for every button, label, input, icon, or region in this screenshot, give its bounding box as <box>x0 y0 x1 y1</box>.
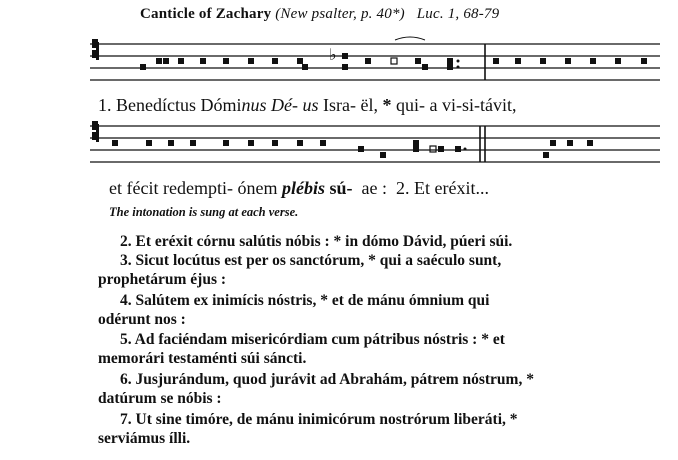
title-reference: Luc. 1, 68-79 <box>416 6 500 22</box>
verse-5-line-1: 5. Ad faciéndam misericórdiam cum pátribus nóstris : * et <box>120 331 505 348</box>
syllable: Benedíctus <box>116 95 196 115</box>
verse-7-line-2: serviámus ílli. <box>98 430 191 447</box>
chant-staff-1 <box>90 36 660 92</box>
lyrics-line-1 <box>98 95 517 116</box>
svg-text:♭: ♭ <box>329 45 337 64</box>
title-source: (New psalter, p. 40*) <box>275 6 405 22</box>
lyrics-line-2 <box>109 178 489 199</box>
verse-4-line-2: odérunt nos : <box>98 311 186 328</box>
syllable: Isra- <box>323 95 356 115</box>
syllable: ae : <box>361 178 387 198</box>
verse-6-line-1: 6. Jusjurándum, quod jurávit ad Abrahám, pátrem nóstrum, * <box>120 371 534 388</box>
syllable: qui- <box>396 95 425 115</box>
syllable: a <box>429 95 438 115</box>
syllable: 2. Et eréxit... <box>395 178 489 198</box>
asterisk: * <box>382 95 392 115</box>
syllable: sú- <box>329 178 353 198</box>
syllable: redempti- <box>162 178 233 198</box>
verse-4-line-1: 4. Salútem ex inimícis nóstris, * et de mánu ómnium qui <box>120 292 490 309</box>
chant-staff-2 <box>90 118 660 174</box>
syllable: us <box>302 95 319 115</box>
intonation-note: The intonation is sung at each verse. <box>109 205 299 219</box>
verse-5-line-2: memorári testaménti súi sáncti. <box>98 350 307 367</box>
syllable: ónem <box>237 178 278 198</box>
verse-3-line-2: prophetárum éjus : <box>98 271 227 288</box>
syllable: et <box>109 178 122 198</box>
canticle-title <box>140 6 499 23</box>
title-name: Canticle of Zachary <box>140 6 272 22</box>
syllable: fécit <box>126 178 159 198</box>
syllable: plébis <box>281 178 325 198</box>
verse-number: 1. <box>98 95 112 115</box>
verse-2: 2. Et eréxit córnu salútis nóbis : * in dómo Dávid, púeri súi. <box>120 233 513 250</box>
verse-6-line-2: datúrum se nóbis : <box>98 390 222 407</box>
syllable: vi-si-távit, <box>442 95 517 115</box>
syllable: Dé- <box>271 95 298 115</box>
syllable: ël, <box>360 95 378 115</box>
syllable: Dómi <box>200 95 242 115</box>
verse-3-line-1: 3. Sicut locútus est per os sanctórum, * qui a saéculo sunt, <box>120 252 502 269</box>
verse-7-line-1: 7. Ut sine timóre, de mánu inimicórum nostrórum liberáti, * <box>120 411 518 428</box>
syllable: nus <box>241 95 267 115</box>
